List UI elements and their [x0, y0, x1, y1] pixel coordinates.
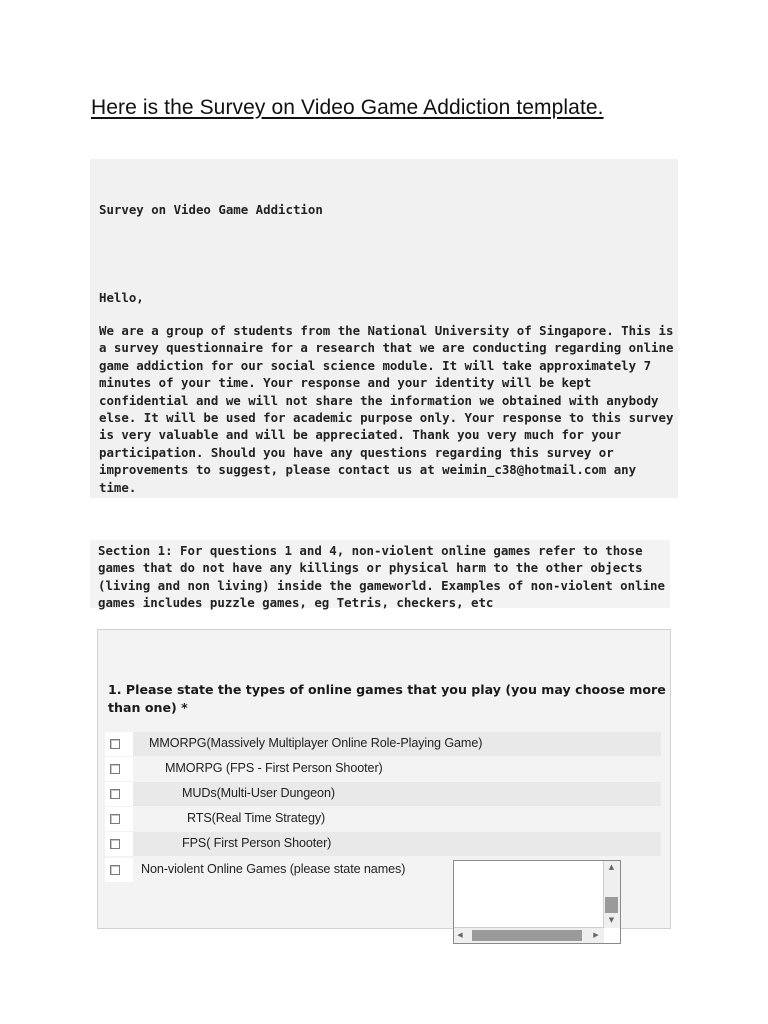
- question-title: 1. Please state the types of online games that you play (you may choose more than one) *: [108, 682, 666, 715]
- scroll-up-arrow-icon[interactable]: ▲: [608, 863, 615, 871]
- horizontal-scrollbar[interactable]: [454, 927, 604, 943]
- option-label: RTS(Real Time Strategy): [187, 811, 326, 825]
- intro-paragraph: We are a group of students from the National University of Singapore. This is a survey questionnaire for a research that we are conducting regarding online game addiction for our social science module. It will take approximately 7 minutes of your time. Your response and your identity will be kept confidential and we will not share the information we obtained with anybody else. It will be used for academic purpose only. Your response to this survey is very valuable and will be appreciated. Thank you very much for your participation. Should you have any questions regarding this survey or improvements to suggest, please contact us at weimin_c38@hotmail.com any time.: [99, 323, 674, 495]
- option-label: Non-violent Online Games (please state names): [141, 862, 406, 876]
- option-row: [105, 832, 661, 856]
- scroll-right-arrow-icon[interactable]: ▶: [593, 931, 599, 939]
- option-row: [105, 807, 661, 831]
- vertical-scroll-thumb[interactable]: [605, 897, 618, 913]
- horizontal-scroll-thumb[interactable]: [472, 930, 582, 941]
- option-checkbox[interactable]: [110, 764, 120, 774]
- scrollbar-corner: [604, 928, 620, 943]
- greeting-text: Hello,: [99, 290, 144, 305]
- option-checkbox[interactable]: [110, 814, 120, 824]
- section-description: Section 1: For questions 1 and 4, non-violent online games refer to those games that do not have any killings or physical harm to the other objects (living and non living) inside the gameworld. Examples of non-violent online games includes puzzle games, eg Tetris, checkers, etc: [98, 543, 665, 611]
- option-label: FPS( First Person Shooter): [182, 836, 332, 850]
- option-label: MMORPG (FPS - First Person Shooter): [165, 761, 383, 775]
- option-label: MMORPG(Massively Multiplayer Online Role-Playing Game): [149, 736, 483, 750]
- vertical-scrollbar[interactable]: [603, 861, 620, 928]
- option-label: MUDs(Multi-User Dungeon): [182, 786, 335, 800]
- option-row: [105, 732, 661, 756]
- scroll-left-arrow-icon[interactable]: ◀: [457, 931, 463, 939]
- option-checkbox[interactable]: [110, 865, 120, 875]
- option-checkbox[interactable]: [110, 739, 120, 749]
- option-checkbox[interactable]: [110, 789, 120, 799]
- survey-heading: Survey on Video Game Addiction: [99, 202, 323, 217]
- option-row: [105, 782, 661, 806]
- option-row: [105, 757, 661, 781]
- option-row: [105, 858, 450, 882]
- page-title: Here is the Survey on Video Game Addiction template.: [91, 96, 604, 119]
- other-games-textarea[interactable]: [453, 860, 621, 944]
- scroll-down-arrow-icon[interactable]: ▼: [608, 916, 615, 924]
- option-checkbox[interactable]: [110, 839, 120, 849]
